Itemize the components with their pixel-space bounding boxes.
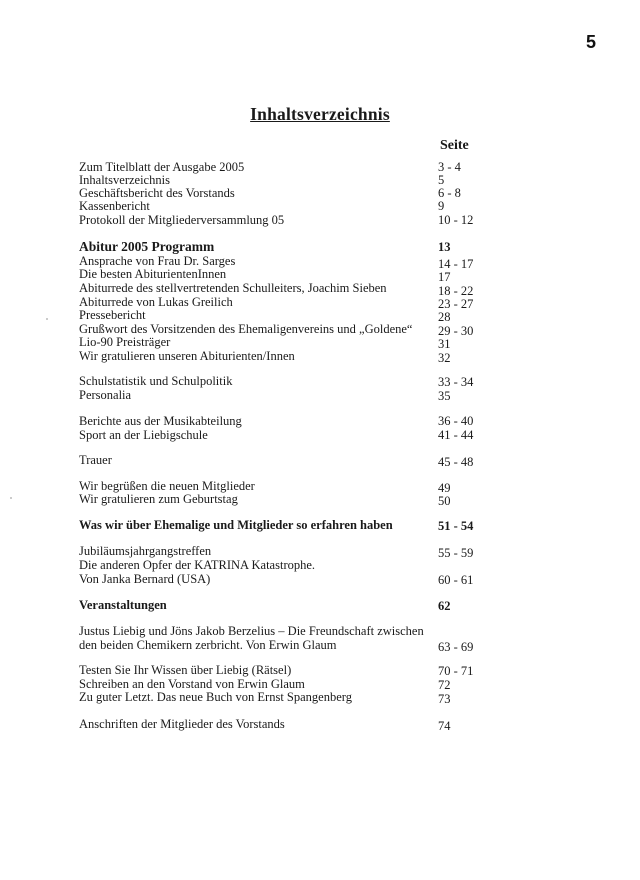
toc-entry-label: Wir gratulieren zum Geburtstag <box>79 492 238 506</box>
toc-entry-page: 49 <box>438 481 451 495</box>
toc-entry-label: Veranstaltungen <box>79 598 167 612</box>
toc-entry-page: 36 - 40 <box>438 414 474 428</box>
scan-speck <box>46 318 48 320</box>
toc-entry-page: 45 - 48 <box>438 455 474 469</box>
toc-entry-label: Abitur 2005 Programm <box>79 239 215 254</box>
toc-entry-page: 41 - 44 <box>438 428 474 442</box>
toc-entry-page: 50 <box>438 494 451 508</box>
toc-entry-label: Wir gratulieren unseren Abiturienten/Innen <box>79 349 295 363</box>
page-column-header: Seite <box>440 138 469 153</box>
toc-entry-page: 13 <box>438 240 451 254</box>
toc-entry-label: Trauer <box>79 453 112 467</box>
toc-entry-label: Die anderen Opfer der KATRINA Katastrophe. <box>79 558 316 572</box>
toc-entry-label: Protokoll der Mitgliederversammlung 05 <box>79 213 285 227</box>
toc-entry-page: 73 <box>438 692 451 706</box>
toc-entry-page: 10 - 12 <box>438 213 474 227</box>
toc-entry-label: Abiturrede des stellvertretenden Schulleiters, Joachim Sieben <box>79 281 387 295</box>
toc-entry-page: 17 <box>438 270 451 284</box>
scan-speck <box>10 497 12 499</box>
page-title-text: Inhaltsverzeichnis <box>250 104 390 124</box>
toc-entry-page: 9 <box>438 199 445 213</box>
toc-entry-page: 18 - 22 <box>438 284 474 298</box>
toc-entry-page: 32 <box>438 351 451 365</box>
toc-entry-label: Inhaltsverzeichnis <box>79 173 170 187</box>
toc-entry-page: 28 <box>438 310 451 324</box>
toc-entry-label: Die besten AbiturientenInnen <box>79 267 227 281</box>
toc-entry-label: Kassenbericht <box>79 199 150 213</box>
toc-entry-label: Lio-90 Preisträger <box>79 335 171 349</box>
toc-entry-page: 29 - 30 <box>438 324 474 338</box>
toc-entry-label: Berichte aus der Musikabteilung <box>79 414 242 428</box>
toc-entry-page: 72 <box>438 678 451 692</box>
toc-entry-page: 51 - 54 <box>438 519 474 533</box>
toc-entry-label: Jubiläumsjahrgangstreffen <box>79 544 212 558</box>
toc-entry-page: 5 <box>438 173 445 187</box>
toc-entry-page: 14 - 17 <box>438 257 474 271</box>
toc-entry-page: 55 - 59 <box>438 546 474 560</box>
toc-entry-label: den beiden Chemikern zerbricht. Von Erwin Glaum <box>79 638 337 652</box>
toc-entry-label: Testen Sie Ihr Wissen über Liebig (Rätsel) <box>79 663 292 677</box>
toc-entry-page: 3 - 4 <box>438 160 461 174</box>
toc-entry-label: Schulstatistik und Schulpolitik <box>79 374 233 388</box>
toc-entry-label: Anschriften der Mitglieder des Vorstands <box>79 717 285 731</box>
toc-entry-label: Wir begrüßen die neuen Mitglieder <box>79 479 255 493</box>
toc-entry-page: 63 - 69 <box>438 640 474 654</box>
toc-entry-page: 70 - 71 <box>438 664 474 678</box>
toc-entry-page: 35 <box>438 389 451 403</box>
toc-entry-label: Von Janka Bernard (USA) <box>79 572 211 586</box>
toc-entry-label: Sport an der Liebigschule <box>79 428 208 442</box>
toc-entry-label: Ansprache von Frau Dr. Sarges <box>79 254 236 268</box>
toc-entry-page: 74 <box>438 719 451 733</box>
toc-entry-page: 31 <box>438 337 451 351</box>
toc-entry-label: Schreiben an den Vorstand von Erwin Glaum <box>79 677 305 691</box>
toc-entry-label: Zum Titelblatt der Ausgabe 2005 <box>79 160 245 174</box>
toc-entry-page: 23 - 27 <box>438 297 474 311</box>
toc-entry-page: 60 - 61 <box>438 573 474 587</box>
toc-entry-label: Abiturrede von Lukas Greilich <box>79 295 233 309</box>
toc-entry-page: 62 <box>438 599 451 613</box>
toc-entry-page: 6 - 8 <box>438 186 461 200</box>
toc-entry-label: Was wir über Ehemalige und Mitglieder so erfahren haben <box>79 518 393 532</box>
toc-entry-label: Zu guter Letzt. Das neue Buch von Ernst Spangenberg <box>79 690 352 704</box>
toc-entry-page: 33 - 34 <box>438 375 474 389</box>
toc-entry-label: Personalia <box>79 388 132 402</box>
toc-entry-label: Pressebericht <box>79 308 146 322</box>
toc-entry-label: Justus Liebig und Jöns Jakob Berzelius – Die Freundschaft zwischen <box>79 624 424 638</box>
page-number: 5 <box>586 32 597 52</box>
toc-entry-label: Geschäftsbericht des Vorstands <box>79 186 235 200</box>
toc-entry-label: Grußwort des Vorsitzenden des Ehemaligenvereins und „Goldene“ <box>79 322 413 336</box>
